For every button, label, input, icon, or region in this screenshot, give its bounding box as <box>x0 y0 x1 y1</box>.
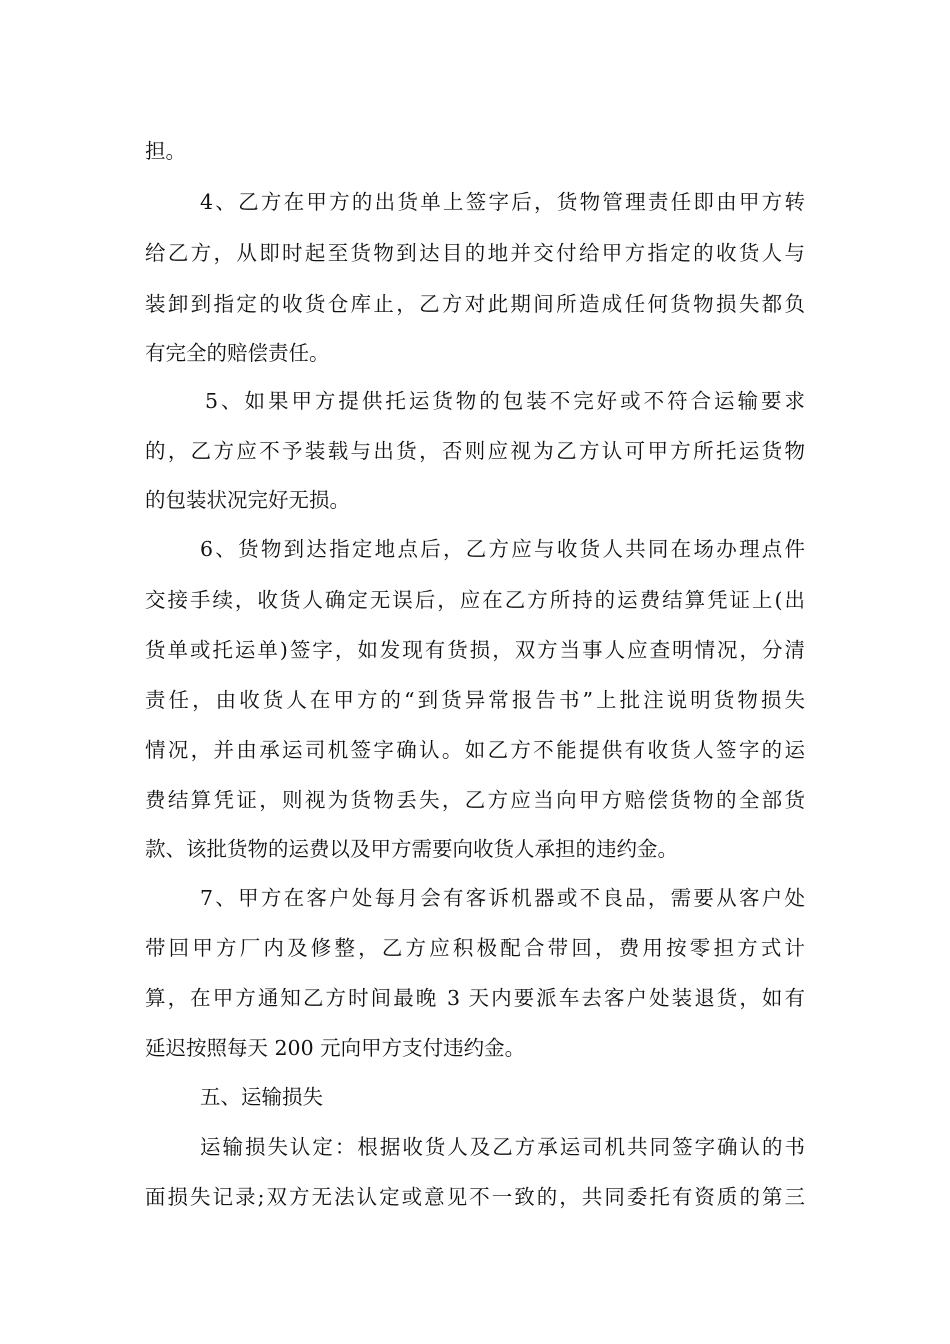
clause-6-line: 款、该批货物的运费以及甲方需要向收货人承担的违约金。 <box>145 837 678 861</box>
clause-7-line: 7、甲方在客户处每月会有客诉机器或不良品，需要从客户处 <box>200 886 805 910</box>
clause-4-line: 装卸到指定的收货仓库止，乙方对此期间所造成任何货物损失都负 <box>145 292 805 316</box>
clause-6-line: 交接手续，收货人确定无误后，应在乙方所持的运费结算凭证上(出 <box>145 588 805 612</box>
clause-6-line: 6、货物到达指定地点后，乙方应与收货人共同在场办理点件 <box>200 537 805 561</box>
section-5-line: 运输损失认定：根据收货人及乙方承运司机共同签字确认的书 <box>200 1135 805 1159</box>
section-heading: 五、运输损失 <box>200 1085 323 1109</box>
clause-4-line: 4、乙方在甲方的出货单上签字后，货物管理责任即由甲方转 <box>200 190 805 214</box>
clause-7-line: 延迟按照每天 200 元向甲方支付违约金。 <box>145 1036 526 1060</box>
clause-7-line: 算，在甲方通知乙方时间最晚 3 天内要派车去客户处装退货，如有 <box>145 986 805 1010</box>
clause-4-line: 给乙方，从即时起至货物到达目的地并交付给甲方指定的收货人与 <box>145 241 805 265</box>
clause-5-line: 的，乙方应不予装载与出货，否则应视为乙方认可甲方所托运货物 <box>145 439 805 463</box>
clause-6-line: 费结算凭证，则视为货物丢失，乙方应当向甲方赔偿货物的全部货 <box>145 788 805 812</box>
clause-6-line: 货单或托运单)签字，如发现有货损，双方当事人应查明情况，分清 <box>145 638 805 662</box>
section-5-line: 面损失记录;双方无法认定或意见不一致的，共同委托有资质的第三 <box>145 1185 805 1209</box>
clause-6-line: 责任，由收货人在甲方的“到货异常报告书”上批注说明货物损失 <box>145 688 805 712</box>
clause-4-line: 有完全的赔偿责任。 <box>145 341 330 365</box>
clause-6-line: 情况，并由承运司机签字确认。如乙方不能提供有收货人签字的运 <box>145 738 805 762</box>
clause-5-line: 5、如果甲方提供托运货物的包装不完好或不符合运输要求 <box>205 389 805 413</box>
clause-7-line: 带回甲方厂内及修整，乙方应积极配合带回，费用按零担方式计 <box>145 936 805 960</box>
clause-5-line: 的包装状况完好无损。 <box>145 488 350 512</box>
text-line: 担。 <box>145 139 186 163</box>
